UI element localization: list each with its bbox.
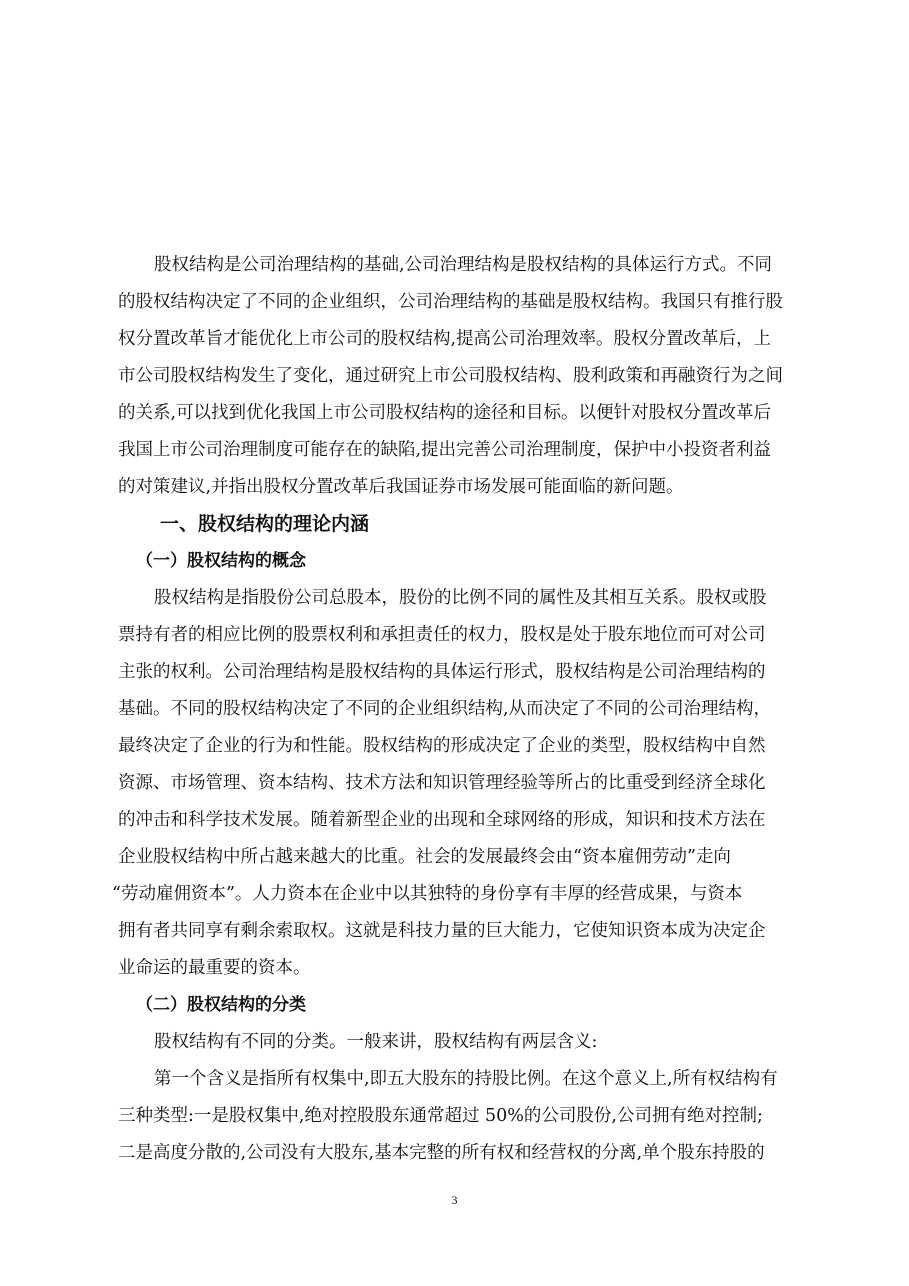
paragraph-line: 的对策建议,并指出股权分置改革后我国证券市场发展可能面临的新问题。 <box>118 477 684 497</box>
paragraph-line: 的冲击和科学技术发展。随着新型企业的出现和全球网络的形成，知识和技术方法在 <box>118 810 766 830</box>
paragraph-line: 票持有者的相应比例的股票权利和承担责任的权力，股权是处于股东地位而可对公司 <box>118 625 766 645</box>
paragraph-line: 第一个含义是指所有权集中,即五大股东的持股比例。在这个意义上,所有权结构有 <box>154 1069 778 1089</box>
paragraph-line: 我国上市公司治理制度可能存在的缺陷,提出完善公司治理制度，保护中小投资者利益 <box>118 440 772 460</box>
paragraph-line: 权分置改革旨才能优化上市公司的股权结构,提高公司治理效率。股权分置改革后，上 <box>118 329 772 349</box>
paragraph-line: 企业股权结构中所占越来越大的比重。社会的发展最终会由“资本雇佣劳动”走向 <box>118 847 731 867</box>
paragraph-line: 市公司股权结构发生了变化，通过研究上市公司股权结构、股利政策和再融资行为之间 <box>118 366 783 386</box>
paragraph-line: 三种类型:一是股权集中,绝对控股股东通常超过 50%的公司股份,公司拥有绝对控制; <box>118 1106 763 1126</box>
paragraph-line: 业命运的最重要的资本。 <box>118 958 311 978</box>
paragraph-line: 拥有者共同享有剩余索取权。这就是科技力量的巨大能力，它使知识资本成为决定企 <box>118 921 766 941</box>
section-heading: 一、股权结构的理论内涵 <box>160 513 370 535</box>
paragraph-line: 的股权结构决定了不同的企业组织，公司治理结构的基础是股权结构。我国只有推行股 <box>118 292 783 312</box>
subsection-heading: （二）股权结构的分类 <box>136 995 306 1015</box>
paragraph-line: 股权结构有不同的分类。一般来讲，股权结构有两层含义: <box>154 1032 598 1052</box>
paragraph-line: 二是高度分散的,公司没有大股东,基本完整的所有权和经营权的分离,单个股东持股的 <box>118 1143 765 1163</box>
paragraph-line: 基础。不同的股权结构决定了不同的企业组织结构,从而决定了不同的公司治理结构， <box>118 699 772 719</box>
paragraph-line: 股权结构是公司治理结构的基础,公司治理结构是股权结构的具体运行方式。不同 <box>154 255 773 275</box>
page-number: 3 <box>451 1193 458 1207</box>
paragraph-line: 的关系,可以找到优化我国上市公司股权结构的途径和目标。以便针对股权分置改革后 <box>118 403 772 423</box>
paragraph-line: 资源、市场管理、资本结构、技术方法和知识管理经验等所占的比重受到经济全球化 <box>118 773 766 793</box>
paragraph-line: 主张的权利。公司治理结构是股权结构的具体运行形式，股权结构是公司治理结构的 <box>118 662 766 682</box>
paragraph-line: “劳动雇佣资本”。人力资本在企业中以其独特的身份享有丰厚的经营成果，与资本 <box>112 884 743 904</box>
paragraph-line: 股权结构是指股份公司总股本，股份的比例不同的属性及其相互关系。股权或股 <box>154 588 767 608</box>
subsection-heading: （一）股权结构的概念 <box>136 551 306 571</box>
paragraph-line: 最终决定了企业的行为和性能。股权结构的形成决定了企业的类型，股权结构中自然 <box>118 736 766 756</box>
